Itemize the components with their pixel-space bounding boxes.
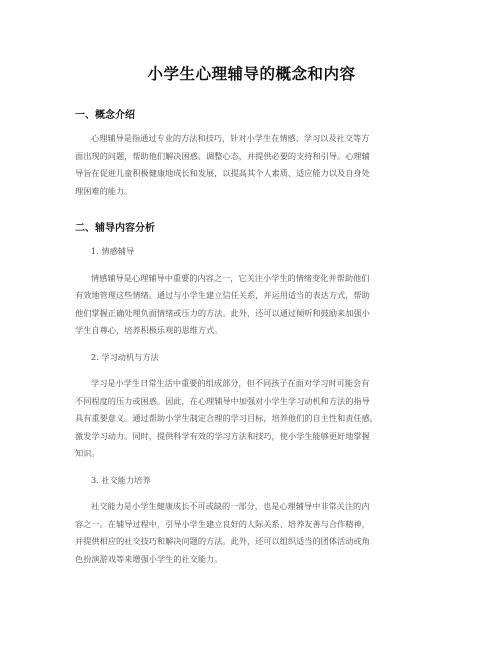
subsection-title-emotion: 1. 情感辅导	[91, 246, 135, 256]
text-line: 社交能力是小学生健康成长不可或缺的一部分，也是心理辅导中非常关注的内	[91, 501, 370, 511]
text-line: 色扮演游戏等来增强小学生的社交能力。	[75, 553, 223, 564]
text-line: 情感辅导是心理辅导中重要的内容之一，它关注小学生的情绪变化并帮助他们	[91, 272, 370, 283]
text-line: 知识。	[75, 448, 100, 458]
text-line: 面出现的问题，帮助他们解决困惑、调整心态，并提供必要的支持和引导。心理辅	[75, 150, 370, 161]
emotion-paragraph	[75, 270, 428, 340]
section-heading-content-analysis: 二、辅导内容分析	[75, 223, 155, 234]
text-line: 他们掌握正确处理负面情绪或压力的方法。此外，还可以通过倾听和鼓励来加强小	[75, 307, 370, 318]
text-line: 学生自尊心，培养积极乐观的思维方式。	[75, 325, 223, 335]
text-line: 心理辅导是指通过专业的方法和技巧，针对小学生在情感、学习以及社交等方	[91, 133, 370, 143]
text-line: 激发学习动力。同时，提供科学有效的学习方法和技巧，使小学生能够更好地掌握	[75, 430, 370, 441]
concept-paragraph	[75, 130, 428, 200]
text-line: 并提供相应的社交技巧和解决问题的方法。此外，还可以组织适当的团体活动或角	[75, 536, 370, 546]
text-line: 有效地管理这些情绪。通过与小学生建立信任关系，并运用适当的表达方式，帮助	[75, 290, 370, 300]
social-paragraph	[75, 498, 428, 568]
learning-paragraph	[75, 375, 428, 463]
text-line: 具有重要意义。通过帮助小学生制定合理的学习目标，培养他们的自主性和责任感，	[75, 413, 378, 423]
text-line: 不同程度的压力或困惑。因此，在心理辅导中加强对小学生学习动机和方法的指导	[75, 395, 370, 406]
text-line: 理困难的能力。	[75, 185, 133, 196]
section-heading-concept: 一、概念介绍	[75, 110, 135, 121]
document-title: 小学生心理辅导的概念和内容	[147, 65, 356, 83]
subsection-title-social: 3. 社交能力培养	[91, 474, 151, 485]
text-line: 导旨在促进儿童积极健康地成长和发展，以提高其个人素质、适应能力以及自身处	[75, 168, 370, 178]
text-line: 容之一。在辅导过程中，引导小学生建立良好的人际关系、培养友善与合作精神，	[75, 518, 370, 529]
subsection-title-learning: 2. 学习动机与方法	[91, 351, 159, 362]
text-line: 学习是小学生日常生活中重要的组成部分，但不同孩子在面对学习时可能会有	[91, 378, 370, 388]
